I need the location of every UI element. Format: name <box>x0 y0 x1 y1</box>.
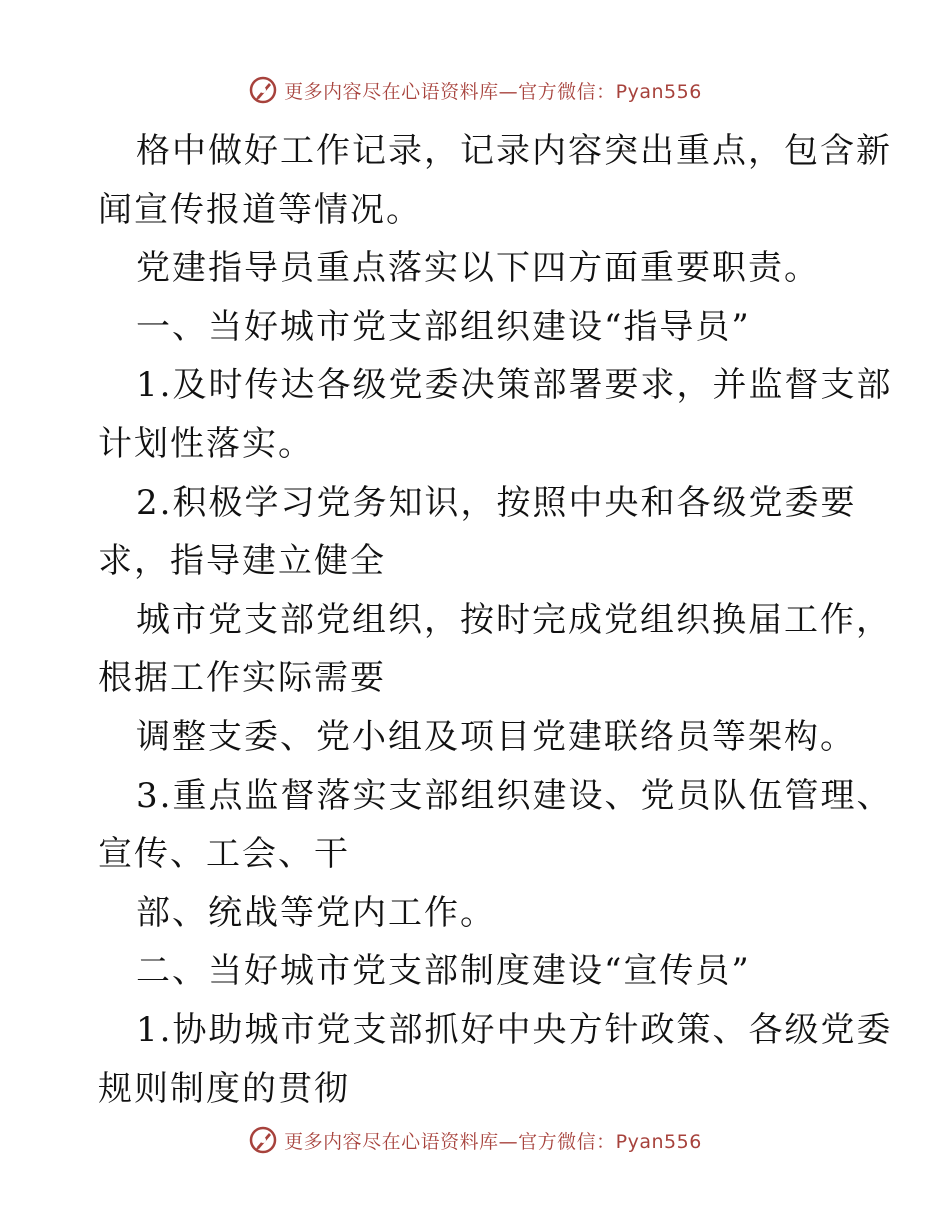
text-line: 格中做好工作记录，记录内容突出重点，包含新 <box>136 131 892 171</box>
text-line: 部、统战等党内工作。 <box>136 892 496 933</box>
text-line: 根据工作实际需要 <box>98 658 386 699</box>
footer-watermark <box>0 1120 950 1160</box>
text-line: 党建指导员重点落实以下四方面重要职责。 <box>136 248 820 289</box>
text-line: 闻宣传报道等情况。 <box>98 189 422 230</box>
text-line: 调整支委、党小组及项目党建联络员等架构。 <box>136 716 856 757</box>
header-watermark <box>0 70 950 110</box>
text-line: 求，指导建立健全 <box>98 541 386 582</box>
text-line: 宣传、工会、干 <box>98 834 350 875</box>
watermark-text: 更多内容尽在心语资料库—官方微信：Pyan556 <box>284 80 702 103</box>
section-heading: 二、当好城市党支部制度建设“宣传员” <box>136 951 751 992</box>
pen-logo-icon <box>248 75 278 105</box>
section-heading: 一、当好城市党支部组织建设“指导员” <box>136 306 751 347</box>
text-line: 计划性落实。 <box>98 423 314 464</box>
watermark-text: 更多内容尽在心语资料库—官方微信：Pyan556 <box>284 1130 702 1153</box>
text-line: 规则制度的贯彻 <box>98 1068 350 1109</box>
text-line: 3.重点监督落实支部组织建设、党员队伍管理、 <box>136 775 893 816</box>
pen-logo-icon <box>248 1125 278 1155</box>
document-body <box>98 122 893 1118</box>
text-line: 城市党支部党组织，按时完成党组织换届工作， <box>136 599 892 640</box>
text-line: 1.及时传达各级党委决策部署要求，并监督支部 <box>136 365 893 406</box>
text-line: 2.积极学习党务知识，按照中央和各级党委要 <box>136 482 857 523</box>
text-line: 1.协助城市党支部抓好中央方针政策、各级党委 <box>136 1009 893 1050</box>
